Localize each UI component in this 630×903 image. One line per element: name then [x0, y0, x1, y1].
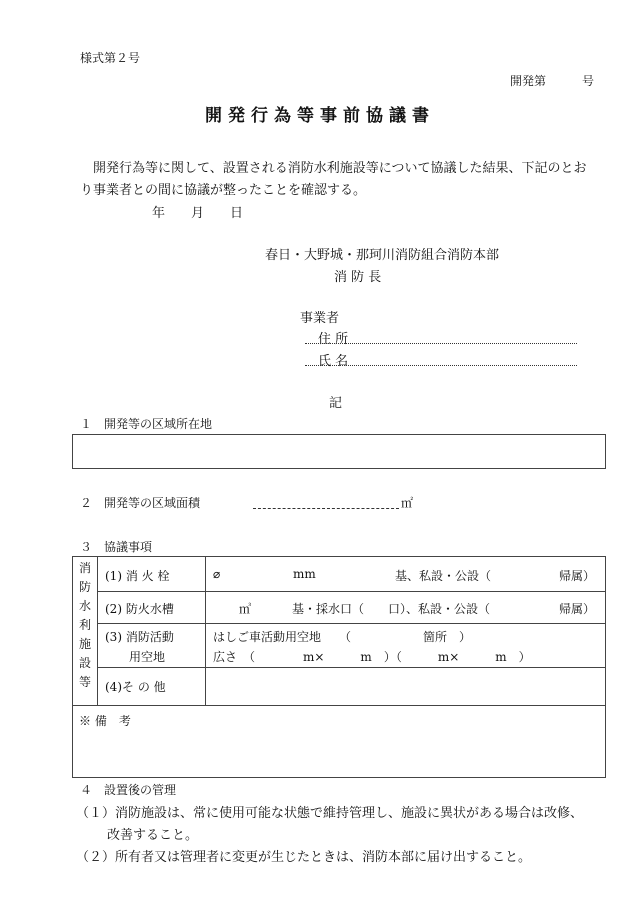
- space-label-line2: 用空地: [129, 650, 166, 664]
- consultation-table: [72, 556, 606, 778]
- section3-label: ３ 協議事項: [80, 540, 153, 554]
- grid-line: [73, 705, 605, 706]
- ladder-space-line: はしご車活動用空地 （ 箇所 ）: [213, 630, 472, 644]
- other-label: (4)そ の 他: [105, 680, 166, 694]
- hydrant-label: (1) 消 火 栓: [105, 569, 170, 583]
- grid-line: [97, 623, 605, 624]
- form-number: 様式第２号: [80, 51, 141, 65]
- facility-vertical-label: [73, 559, 97, 692]
- intro-text-line2: り事業者との間に協議が整ったことを確認する。: [80, 183, 367, 198]
- section1-label: １ 開発等の区域所在地: [80, 417, 213, 431]
- area-field[interactable]: [253, 508, 399, 509]
- address-field[interactable]: [305, 343, 577, 344]
- applicant-heading: 事業者: [300, 311, 340, 326]
- vertical-char: 防: [78, 580, 91, 594]
- hydrant-diameter-symbol: ⌀: [213, 567, 221, 581]
- address-label: 住 所: [318, 332, 349, 347]
- vertical-char: 水: [78, 599, 91, 613]
- management-item1-line1: （１）消防施設は、常に使用可能な状態で維持管理し、施設に異状がある場合は改修、: [76, 806, 584, 821]
- tank-unit: ㎥: [239, 602, 252, 616]
- vertical-char: 等: [78, 675, 91, 689]
- section2-label: ２ 開発等の区域面積: [80, 496, 201, 510]
- management-item1-line2: 改善すること。: [107, 828, 199, 843]
- name-label: 氏 名: [318, 354, 349, 369]
- location-field[interactable]: [72, 434, 606, 469]
- area-unit: ㎡: [401, 496, 414, 510]
- tank-label: (2) 防火水槽: [105, 602, 174, 616]
- vertical-char: 施: [78, 637, 91, 651]
- vertical-char: 利: [78, 618, 91, 632]
- grid-line: [97, 557, 98, 705]
- space-label-line1: (3) 消防活動: [105, 630, 174, 644]
- grid-line: [97, 667, 605, 668]
- name-field[interactable]: [305, 365, 577, 366]
- hydrant-ownership: 帰属）: [559, 569, 596, 583]
- intro-text-line1: 開発行為等に関して、設置される消防水利施設等について協議した結果、下記のとお: [93, 161, 587, 176]
- tank-type: 基・採水口（ 口）、私設・公設（: [292, 602, 491, 616]
- vertical-char: 消: [78, 561, 91, 575]
- date-line: 年 月 日: [152, 206, 244, 221]
- document-number: 開発第 号: [510, 74, 595, 88]
- space-size-line: 広さ （ m× m ）（ m× m ）: [213, 650, 531, 664]
- hydrant-mm-unit: mm: [293, 567, 316, 581]
- management-item2: （２）所有者又は管理者に変更が生じたときは、消防本部に届け出すること。: [76, 850, 532, 865]
- hydrant-type: 基、私設・公設（: [395, 569, 492, 583]
- grid-line: [205, 557, 206, 705]
- authority-title: 消 防 長: [334, 270, 382, 285]
- section4-label: ４ 設置後の管理: [80, 783, 177, 797]
- authority-org: 春日・大野城・那珂川消防組合消防本部: [265, 248, 500, 263]
- grid-line: [97, 591, 605, 592]
- tank-ownership: 帰属）: [559, 602, 596, 616]
- ki-heading: 記: [329, 396, 343, 411]
- vertical-char: 設: [78, 656, 91, 670]
- document-title: 開発行為等事前協議書: [205, 106, 435, 126]
- remarks-label: ※ 備 考: [79, 714, 131, 728]
